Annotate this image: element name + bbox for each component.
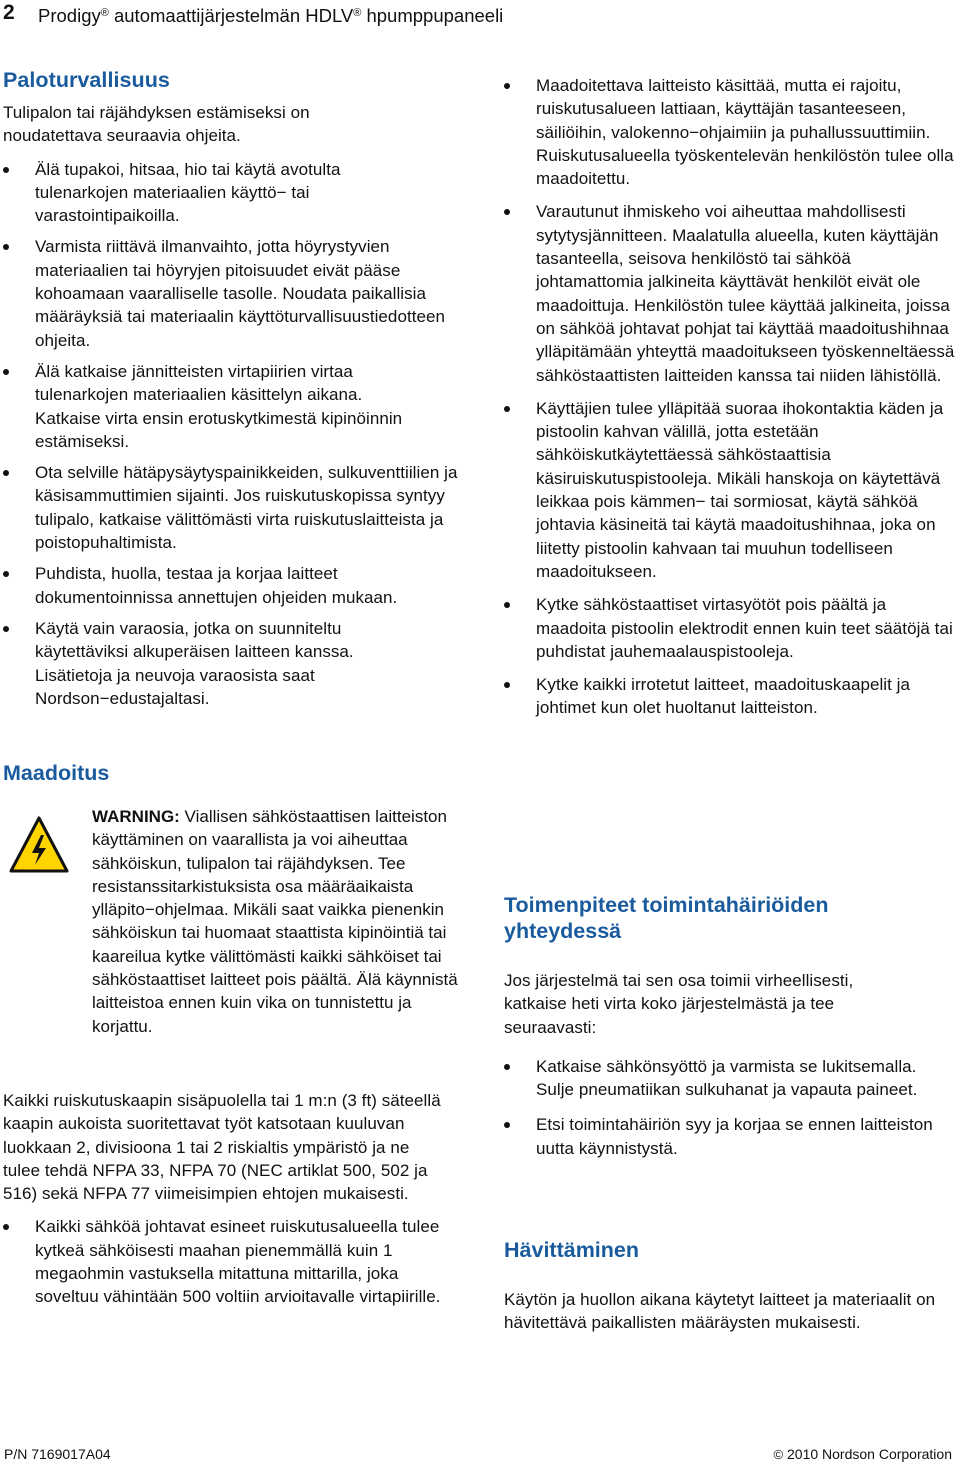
list-item: Älä katkaise jännitteisten virtapiirien virtaa tulenarkojen materiaalien käsittelyn aikana. Katkaise virta ensin erotuskytkimestä kipinöinnin estämiseksi. <box>3 360 413 453</box>
electric-shock-warning-icon <box>8 815 70 877</box>
list-item: Ota selville hätäpysäytyspainikkeiden, sulkuventtiilien ja käsisammuttimien sijainti. Jos ruiskutuskopissa syntyy tulipalo, katkaise välittömästi virta ruiskutuslaitteista ja poistopuhaltimista. <box>3 461 460 554</box>
malfunction-list <box>504 1055 949 1160</box>
malfunction-intro: Jos järjestelmä tai sen osa toimii virheellisesti, katkaise heti virta koko järjestelmästä ja tee seuraavasti: <box>504 971 854 1037</box>
copyright-symbol: © <box>773 1447 784 1462</box>
list-item: Käytä vain varaosia, jotka on suunniteltu käytettäviksi alkuperäisen laitteen kanssa. Lisätietoja ja neuvoja varaosista saat Nordson−edustajaltasi. <box>3 617 430 710</box>
list-item: Varmista riittävä ilmanvaihto, jotta höyrystyvien materiaalien tai höyryjen pitoisuudet eivät pääse kohoamaan vaaralliselle tasolle. Noudata paikallisia määräyksiä tai materiaalin käyttöturvallisuustiedotteen ohjeita. <box>3 235 465 351</box>
bullet-icon <box>504 209 510 215</box>
list-item: Älä tupakoi, hitsaa, hio tai käytä avotulta tulenarkojen materiaalien käyttö− tai varastointipaikoilla. <box>3 158 405 228</box>
grounding-list-right <box>504 74 956 720</box>
bullet-icon <box>3 1224 9 1230</box>
list-item: Kytke kaikki irrotetut laitteet, maadoituskaapelit ja johtimet kun olet huoltanut laitteiston. <box>504 673 960 720</box>
disposal-section <box>504 1288 949 1335</box>
list-item: Puhdista, huolla, testaa ja korjaa laitteet dokumentoinnissa annettujen ohjeiden mukaan. <box>3 562 475 609</box>
bullet-icon <box>3 470 9 476</box>
part-number: P/N 7169017A04 <box>4 1446 111 1462</box>
bullet-icon <box>3 167 9 173</box>
bullet-icon <box>3 369 9 375</box>
list-item: Maadoitettava laitteisto käsittää, mutta ei rajoitu, ruiskutusalueen lattiaan, käyttäjän tasanteeseen, säiliöihin, valokenno−ohjaimiin ja puhallussuuttimiin. Ruiskutusalueella työskentelevän henkilöstön tulee olla maadoitettu. <box>504 74 956 190</box>
warning-label: WARNING: <box>92 807 180 826</box>
warning-message <box>92 805 462 1038</box>
malfunction-section <box>504 969 949 1160</box>
bullet-icon <box>3 626 9 632</box>
list-item: Etsi toimintahäiriön syy ja korjaa se ennen laitteiston uutta käynnistystä. <box>504 1113 956 1160</box>
grounding-section <box>3 1089 453 1309</box>
list-item: Kaikki sähköä johtavat esineet ruiskutusalueella tulee kytkeä sähköisesti maahan pienemmällä kuin 1 megaohmin vastuksella mitattuna mittarilla, joka soveltuu vähintään 500 voltiin arvioitavalle virtapiirille. <box>3 1215 460 1308</box>
copyright: © 2010 Nordson Corporation <box>773 1446 952 1462</box>
list-item: Kytke sähköstaattiset virtasyötöt pois päältä ja maadoita pistoolin elektrodit ennen kuin teet säätöjä tai puhdistat jauhemaalauspistooleja. <box>504 593 956 663</box>
grounding-paragraph: Kaikki ruiskutuskaapin sisäpuolella tai 1 m:n (3 ft) säteellä kaapin aukoista suoritettavat työt katsotaan kuuluvan luokkaan 2, divisioona 1 tai 2 riskialtis ympäristö ja ne tulee tehdä NFPA 33, NFPA 70 (NEC artiklat 500, 502 ja 516) sekä NFPA 77 viimeisimpien ehtojen mukaisesti. <box>3 1091 441 1204</box>
list-item: Käyttäjien tulee ylläpitää suoraa ihokontaktia käden ja pistoolin kahvan välillä, jotta estetään sähköiskutkäytettäessä sähköstaattisia käsiruiskutuspistooleja. Mikäli hanskoja on käytettävä leikkaa pois kämmen− tai sormiosat, käytä sähköä johtavia käsineitä tai käytä maadoitushihnaa, joka on liitetty pistoolin kahvaan tai muuhun todelliseen maadoitukseen. <box>504 397 956 583</box>
malfunction-heading: Toimenpiteet toimintahäiriöiden yhteydessä <box>504 893 829 943</box>
document-title: Prodigy® automaattijärjestelmän HDLV® hpumppupaneeli <box>38 5 504 26</box>
list-item: Varautunut ihmiskeho voi aiheuttaa mahdollisesti sytytysjännitteen. Maalatulla alueella, kuten käyttäjän tasanteella, seisova henkilöstö tai sähköä johtamattomia jalkineita käyttävät henkilöt eivät ole maadoittuja. Henkilöstön tulee käyttää jalkineita, joissa on sähköä johtavat pohjat tai käyttää maadoitushihnaa ylläpitämään yhteyttä maadoitukseen työskenneltäessä sähköstaattisten laitteiden kanssa tai niiden lähistöllä. <box>504 200 960 386</box>
fire-safety-intro: Tulipalon tai räjähdyksen estämiseksi on noudatettava seuraavia ohjeita. <box>3 103 310 146</box>
bullet-icon <box>504 1122 510 1128</box>
bullet-icon <box>504 602 510 608</box>
bullet-icon <box>504 1064 510 1070</box>
fire-safety-list <box>3 158 458 711</box>
bullet-icon <box>504 406 510 412</box>
warning-body: Viallisen sähköstaattisen laitteiston käyttäminen on vaarallista ja voi aiheuttaa sähköiskun, tulipalon tai räjähdyksen. Tee resistanssitarkistuksista osa määräaikaista ylläpito−ohjelmaa. Mikäli saat vaikka pienenkin sähköiskun tai huomaat staattista kipinöintiä tai kaareilua kytke välittömästi kaikki sähköiset tai sähköstaattiset laitteet pois päältä. Älä käynnistä laitteistoa ennen kuin vika on tunnistettu ja korjattu. <box>92 807 458 1036</box>
grounding-heading: Maadoitus <box>3 761 110 785</box>
bullet-icon <box>3 244 9 250</box>
fire-safety-section <box>3 67 458 710</box>
bullet-icon <box>3 571 9 577</box>
bullet-icon <box>504 83 510 89</box>
bullet-icon <box>504 682 510 688</box>
list-item: Katkaise sähkönsyöttö ja varmista se lukitsemalla. Sulje pneumatiikan sulkuhanat ja vapauta paineet. <box>504 1055 956 1102</box>
grounding-list-left <box>3 1215 453 1308</box>
disposal-heading: Hävittäminen <box>504 1238 640 1262</box>
fire-safety-heading: Paloturvallisuus <box>3 68 170 92</box>
page-number: 2 <box>3 1 15 24</box>
disposal-text: Käytön ja huollon aikana käytetyt laitteet ja materiaalit on hävitettävä paikallisten määräysten mukaisesti. <box>504 1290 936 1333</box>
right-column <box>504 74 956 720</box>
